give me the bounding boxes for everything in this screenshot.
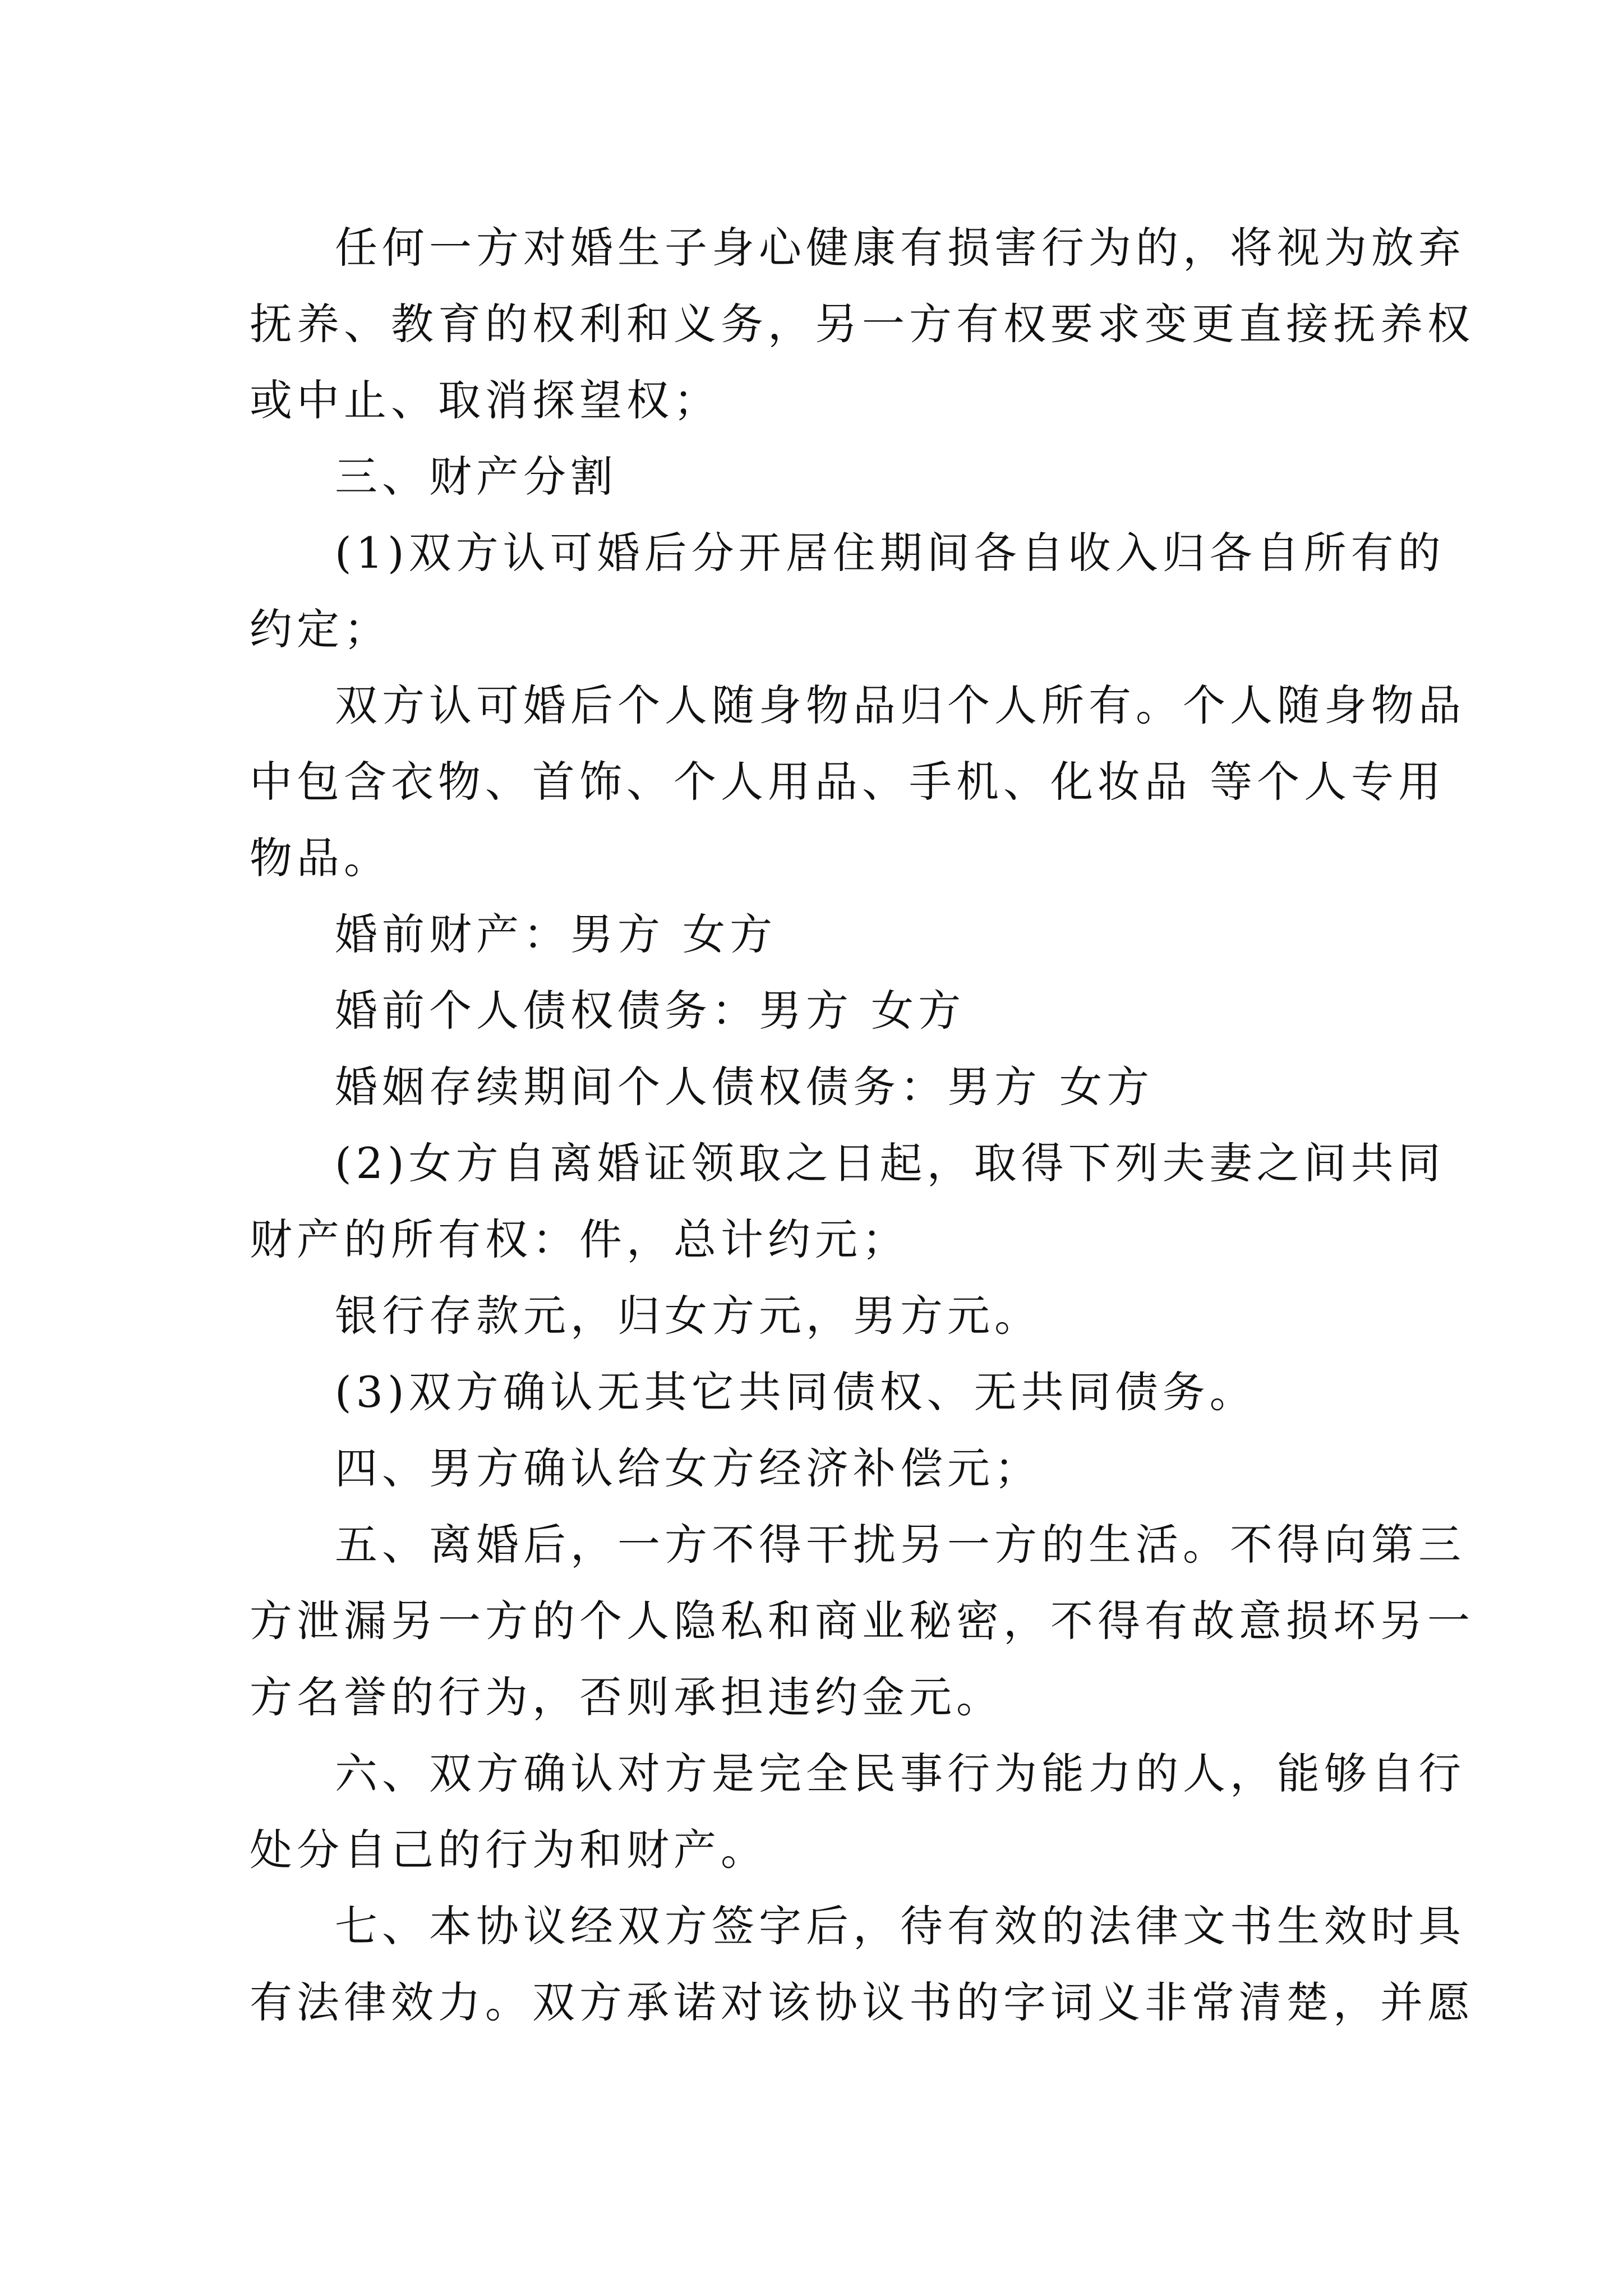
text-line: 处分自己的行为和财产。 <box>250 1825 768 1875</box>
text-line: 有法律效力。双方承诺对该协议书的字词义非常清楚，并愿 <box>250 1977 1474 2027</box>
text-line: 财产的所有权：件，总计约元； <box>250 1214 909 1264</box>
text-line: (3)双方确认无其它共同债权、无共同债务。 <box>335 1367 1257 1417</box>
text-line: 任何一方对婚生子身心健康有损害行为的，将视为放弃 <box>335 223 1465 273</box>
text-line: 婚姻存续期间个人债权债务：男方 女方 <box>335 1062 1154 1112</box>
text-line: 或中止、取消探望权； <box>250 375 721 425</box>
text-line: 婚前财产：男方 女方 <box>335 909 777 959</box>
text-line: 方名誉的行为，否则承担违约金元。 <box>250 1672 1003 1722</box>
text-line: (2)女方自离婚证领取之日起，取得下列夫妻之间共同 <box>335 1138 1445 1188</box>
text-line: (1)双方认可婚后分开居住期间各自收入归各自所有的 <box>335 528 1445 578</box>
section-heading: 四、男方确认给女方经济补偿元； <box>335 1443 1041 1493</box>
text-line: 方泄漏另一方的个人隐私和商业秘密，不得有故意损坏另一 <box>250 1596 1474 1646</box>
text-line: 中包含衣物、首饰、个人用品、手机、化妆品 等个人专用 <box>250 757 1446 807</box>
text-line: 五、离婚后，一方不得干扰另一方的生活。不得向第三 <box>335 1520 1465 1570</box>
document-body <box>250 210 1474 2041</box>
text-line: 银行存款元，归女方元，男方元。 <box>335 1291 1041 1341</box>
text-line: 约定； <box>250 604 391 654</box>
text-line: 抚养、教育的权利和义务，另一方有权要求变更直接抚养权 <box>250 299 1474 349</box>
section-heading: 三、财产分割 <box>335 452 617 501</box>
text-line: 七、本协议经双方签字后，待有效的法律文书生效时具 <box>335 1901 1465 1951</box>
text-line: 六、双方确认对方是完全民事行为能力的人，能够自行 <box>335 1749 1465 1798</box>
text-line: 双方认可婚后个人随身物品归个人所有。个人随身物品 <box>335 680 1465 730</box>
text-line: 婚前个人债权债务：男方 女方 <box>335 986 966 1036</box>
text-line: 物品。 <box>250 833 391 883</box>
